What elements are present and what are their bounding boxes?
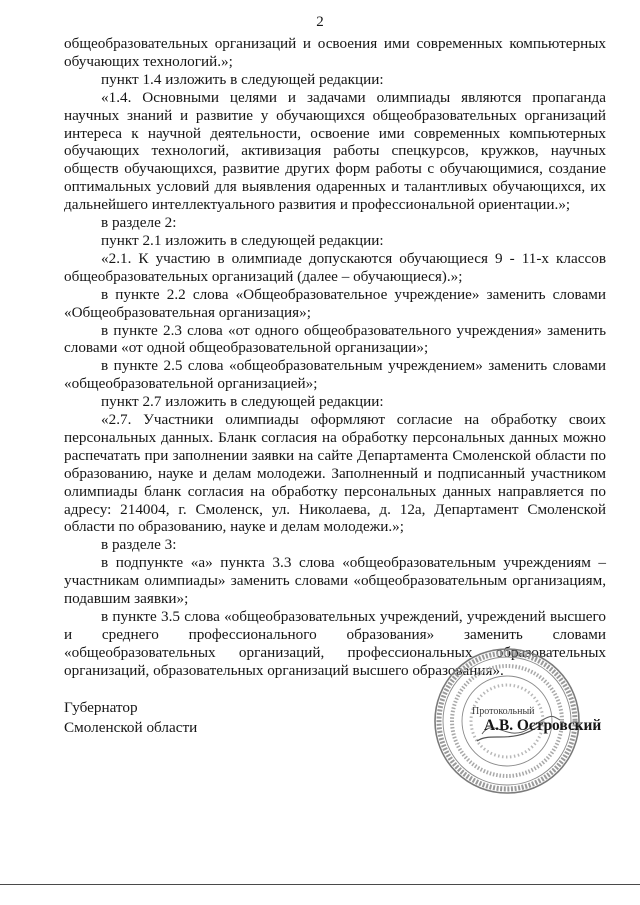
paragraph: «2.1. К участию в олимпиаде допускаются обучающиеся 9 - 11-х классов общеобразовательных организаций (далее – обучающиеся).»; — [64, 249, 606, 285]
paragraph: в подпункте «а» пункта 3.3 слова «общеобразовательным учреждениям – участникам олимпиады» заменить словами «общеобразовательным организациям, подавшим заявки»; — [64, 554, 606, 608]
paragraph: «1.4. Основными целями и задачами олимпиады являются пропаганда научных знаний и развитие у обучающихся общеобразовательных организаций интереса к научной деятельности, освоение ими современных компьютерных обучающих технологий, активизация работы спецкурсов, кружков, научных обществ обучающихся, развитие других форм работы с обучающимися, создание оптимальных условий для выявления одаренных и талантливых обучающихся, их дальнейшего интеллектуального развития и профессиональной ориентации.»; — [64, 88, 606, 214]
paragraph: пункт 1.4 изложить в следующей редакции: — [101, 70, 384, 88]
paragraph: в пункте 2.2 слова «Общеобразовательное учреждение» заменить словами «Общеобразовательная организация»; — [64, 285, 606, 321]
stamp-inner-text: Протокольный — [472, 706, 535, 717]
paragraph: в пункте 3.5 слова «общеобразовательных учреждений, учреждений высшего и среднего профессионального образования» заменить словами «общеобразовательных организаций, профессиональных образовательных организаций, образовательных организаций высшего образования». — [64, 608, 606, 679]
signatory-region: Смоленской области — [64, 719, 198, 736]
paragraph: в пункте 2.5 слова «общеобразовательным учреждением» заменить словами «общеобразовательной организацией»; — [64, 357, 606, 393]
signatory-title: Губернатор — [64, 699, 138, 716]
document-body — [64, 35, 606, 680]
page-number: 2 — [316, 14, 324, 30]
paragraph: в пункте 2.3 слова «от одного общеобразовательного учреждения» заменить словами «от одной общеобразовательной организации»; — [64, 321, 606, 357]
paragraph: в разделе 3: — [101, 536, 177, 554]
paragraph: общеобразовательных организаций и освоения ими современных компьютерных обучающих технологий.»; — [64, 35, 606, 70]
signatory-position — [64, 698, 197, 738]
page-bottom-edge — [0, 884, 640, 885]
paragraph: в разделе 2: — [101, 214, 177, 232]
paragraph: пункт 2.7 изложить в следующей редакции: — [101, 393, 384, 411]
paragraph: «2.7. Участники олимпиады оформляют согласие на обработку своих персональных данных. Бланк согласия на обработку персональных данных можно распечатать при заполнении заявки на сайте Департамента Смоленской области по образованию, науке и делам молодежи. Заполненный и подписанный участником олимпиады бланк согласия на обработку персональных данных направляется по адресу: 214004, г. Смоленск, ул. Николаева, д. 12а, Департамент Смоленской области по образованию, науке и делам молодежи.»; — [64, 411, 606, 536]
paragraph: пункт 2.1 изложить в следующей редакции: — [101, 231, 384, 249]
signatory-name: А.В. Островский — [484, 717, 602, 734]
